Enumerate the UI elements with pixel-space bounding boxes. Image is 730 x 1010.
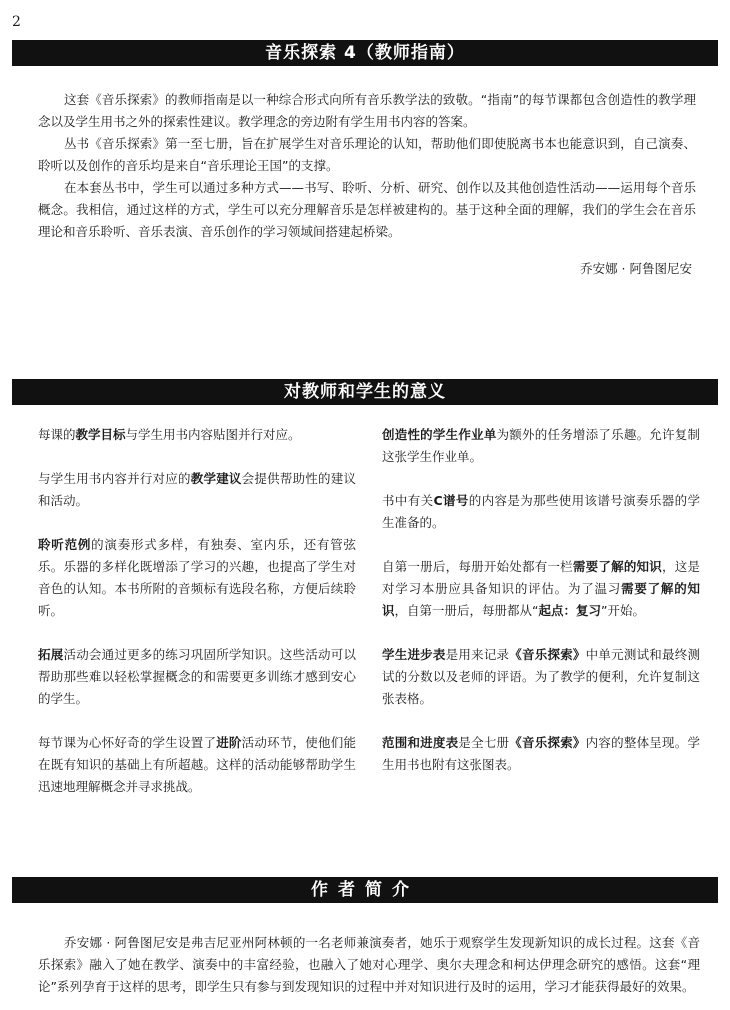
author-signature: 乔安娜 · 阿鲁图尼安	[580, 261, 692, 276]
significance-left-column	[38, 424, 356, 820]
significance-item: 自第一册后，每册开始处都有一栏需要了解的知识，这是对学习本册应具备知识的评估。为了温习需要了解的知识，自第一册后，每册都从“起点：复习”开始。	[382, 559, 700, 618]
page-number: 2	[12, 14, 21, 30]
author-bio: 乔安娜 · 阿鲁图尼安是弗吉尼亚州阿林顿的一名老师兼演奏者，她乐于观察学生发现新知识的成长过程。这套《音乐探索》融入了她在教学、演奏中的丰富经验，也融入了她对心理学、奥尔夫理念和柯达伊理念研究的感悟。这套“理论”系列孕育于这样的思考，即学生只有参与到发现知识的过程中并对知识进行及时的运用，学习才能获得最好的效果。	[38, 935, 700, 994]
significance-item: 范围和进度表是全七册《音乐探索》内容的整体呈现。学生用书也附有这张图表。	[382, 735, 700, 772]
significance-item: 拓展活动会通过更多的练习巩固所学知识。这些活动可以帮助那些难以轻松掌握概念的和需要更多训练才感到安心的学生。	[38, 647, 356, 706]
significance-item: 学生进步表是用来记录《音乐探索》中单元测试和最终测试的分数以及老师的评语。为了教学的便利，允许复制这张表格。	[382, 647, 700, 706]
section-title-significance: 对教师和学生的意义	[12, 379, 718, 405]
significance-item: 与学生用书内容并行对应的教学建议会提供帮助性的建议和活动。	[38, 471, 356, 508]
significance-item: 每课的教学目标与学生用书内容贴图并行对应。	[38, 427, 301, 442]
section-title-about-author: 作者简介	[12, 877, 718, 903]
significance-item: 创造性的学生作业单为额外的任务增添了乐趣。允许复制这张学生作业单。	[382, 427, 700, 464]
intro-paragraph: 丛书《音乐探索》第一至七册，旨在扩展学生对音乐理论的认知，帮助他们即使脱离书本也能意识到，自己演奏、聆听以及创作的音乐均是来自“音乐理论王国”的支撑。	[38, 136, 696, 173]
section-title-teacher-guide: 音乐探索 4（教师指南）	[12, 40, 718, 66]
significance-item: 聆听范例的演奏形式多样，有独奏、室内乐，还有管弦乐。乐器的多样化既增添了学习的兴趣，也提高了学生对音色的认知。本书所附的音频标有选段名称，方便后续聆听。	[38, 537, 356, 618]
significance-item: 每节课为心怀好奇的学生设置了进阶活动环节，使他们能在既有知识的基础上有所超越。这样的活动能够帮助学生迅速地理解概念并寻求挑战。	[38, 735, 356, 794]
significance-right-column	[382, 424, 700, 798]
intro-text	[38, 89, 696, 243]
significance-item: 书中有关C谱号的内容是为那些使用该谱号演奏乐器的学生准备的。	[382, 493, 700, 530]
intro-paragraph: 在本套丛书中，学生可以通过多种方式——书写、聆听、分析、研究、创作以及其他创造性活动——运用每个音乐概念。我相信，通过这样的方式，学生可以充分理解音乐是怎样被建构的。基于这种全面的理解，我们的学生会在音乐理论和音乐聆听、音乐表演、音乐创作的学习领域间搭建起桥梁。	[38, 180, 696, 239]
intro-paragraph: 这套《音乐探索》的教师指南是以一种综合形式向所有音乐教学法的致敬。“指南”的每节课都包含创造性的教学理念以及学生用书之外的探索性建议。教学理念的旁边附有学生用书内容的答案。	[38, 92, 696, 129]
